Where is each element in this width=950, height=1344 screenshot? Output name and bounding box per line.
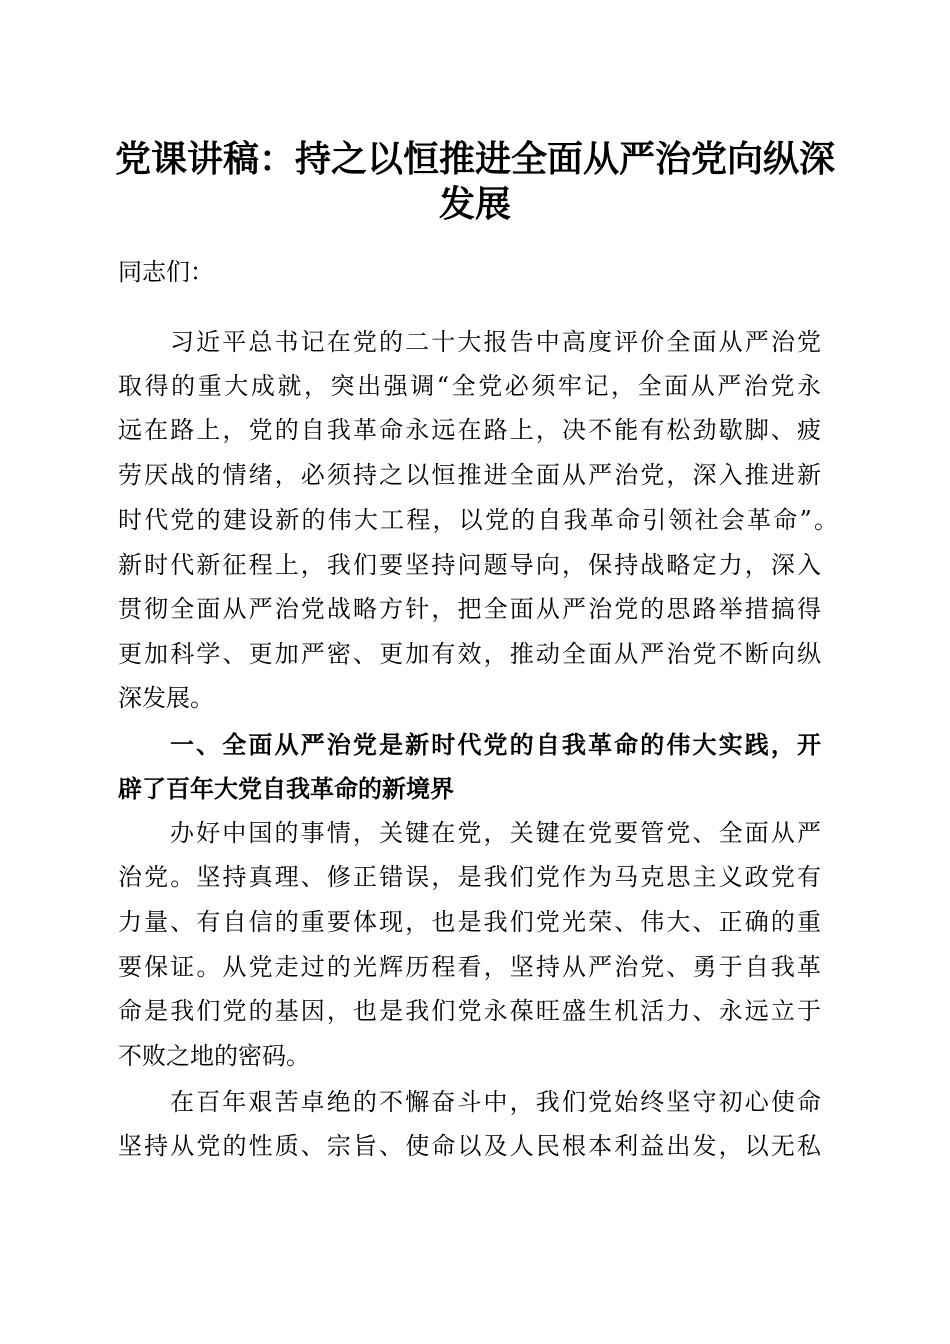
paragraph-1-line: 新时代新征程上，我们要坚持问题导向，保持战略定力，深入 (118, 551, 821, 579)
document-title-line-2: 发展 (438, 183, 511, 225)
paragraph-1-line: 远在路上，党的自我革命永远在路上，决不能有松劲歇脚、疲 (118, 416, 821, 444)
paragraph-2-line: 力量、有自信的重要体现，也是我们党光荣、伟大、正确的重 (118, 908, 821, 936)
section-heading-line: 辟了百年大党自我革命的新境界 (118, 775, 454, 803)
paragraph-2-line: 要保证。从党走过的光辉历程看，坚持从严治党、勇于自我革 (118, 953, 821, 981)
paragraph-3-line: 坚持从党的性质、宗旨、使命以及人民根本利益出发，以无私 (118, 1132, 821, 1160)
document-title-line-1: 党课讲稿：持之以恒推进全面从严治党向纵深 (114, 138, 835, 180)
salutation: 同志们： (118, 258, 214, 286)
section-heading-line: 一、全面从严治党是新时代党的自我革命的伟大实践，开 (170, 731, 821, 759)
paragraph-1-line: 深发展。 (118, 684, 214, 712)
paragraph-3-line: 在百年艰苦卓绝的不懈奋斗中，我们党始终坚守初心使命 (170, 1088, 821, 1116)
paragraph-1-line: 更加科学、更加严密、更加有效，推动全面从严治党不断向纵 (118, 640, 821, 668)
paragraph-2-line: 办好中国的事情，关键在党，关键在党要管党、全面从严 (170, 819, 821, 847)
paragraph-1-line: 贯彻全面从严治党战略方针，把全面从严治党的思路举措搞得 (118, 595, 821, 623)
paragraph-2-line: 不败之地的密码。 (118, 1042, 310, 1070)
paragraph-1-line: 时代党的建设新的伟大工程，以党的自我革命引领社会革命”。 (118, 506, 838, 534)
paragraph-1-line: 习近平总书记在党的二十大报告中高度评价全面从严治党 (170, 328, 821, 356)
paragraph-2-line: 治党。坚持真理、修正错误，是我们党作为马克思主义政党有 (118, 863, 821, 891)
paragraph-2-line: 命是我们党的基因，也是我们党永葆旺盛生机活力、永远立于 (118, 997, 821, 1025)
paragraph-1-line: 取得的重大成就，突出强调“全党必须牢记，全面从严治党永 (118, 372, 821, 400)
paragraph-1-line: 劳厌战的情绪，必须持之以恒推进全面从严治党，深入推进新 (118, 461, 821, 489)
